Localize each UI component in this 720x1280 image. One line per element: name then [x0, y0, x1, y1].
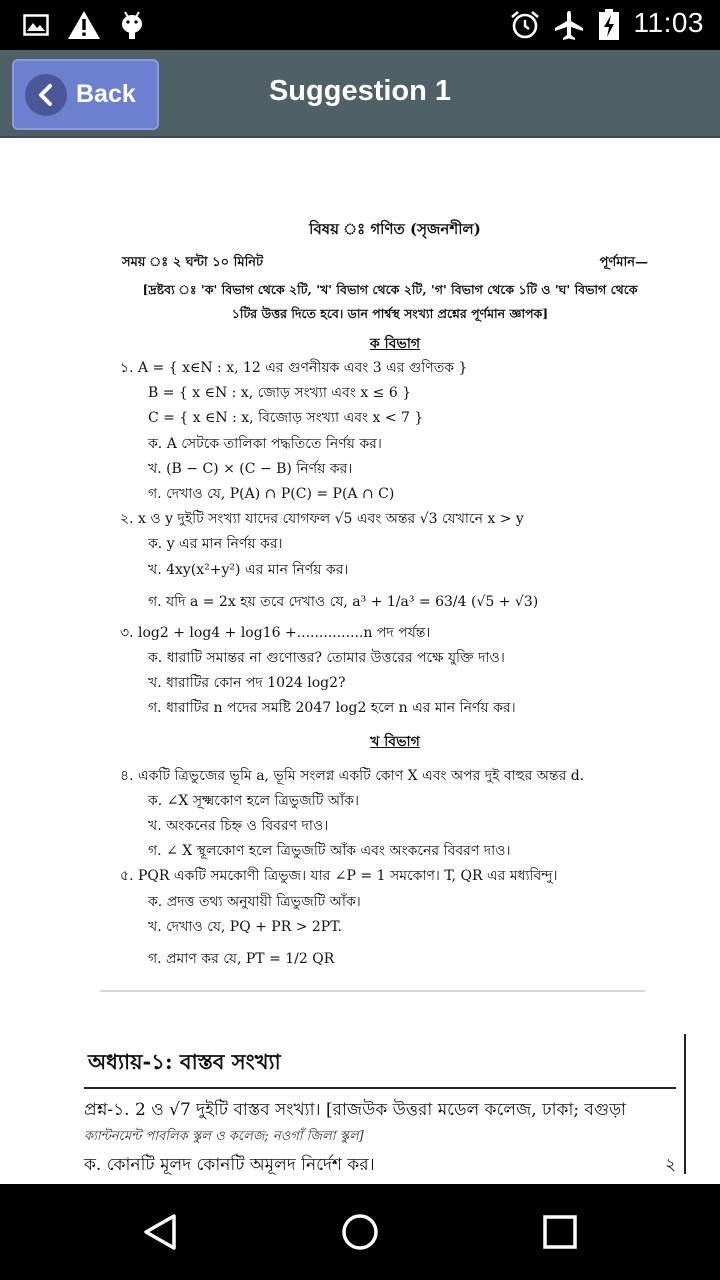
instructions [100, 278, 660, 326]
question-line: ২. x ও y দুইটি সংখ্যা যাদের যোগফল √5 এবং অন্তর √3 যেখানে x > y [120, 511, 524, 528]
question-part: গ. ∠ X স্থূলকোণ হলে ত্রিভুজটি আঁক এবং অংকনের বিবরণ দাও। [148, 843, 511, 860]
exam-meta [100, 253, 660, 274]
question-part: গ. দেখাও যে, P(A) ∩ P(C) = P(A ∩ C) [148, 486, 395, 503]
question-part: গ. ধারাটির n পদের সমষ্টি 2047 log2 হলে n এর মান নির্ণয় কর। [148, 700, 516, 717]
question-line: C = { x ∈N : x, বিজোড় সংখ্যা এবং x < 7 } [148, 410, 424, 427]
question-part: ক. ∠X সূক্ষ্মকোণ হলে ত্রিভুজটি আঁক। [148, 792, 359, 809]
home-circle-icon[interactable] [330, 1206, 390, 1258]
app-header [0, 50, 720, 138]
question-part: খ. অংকনের চিহ্ন ও বিবরণ দাও। [148, 818, 329, 835]
page-divider [100, 990, 645, 992]
question-part: খ. 4xy(x²+y²) এর মান নির্ণয় কর। [148, 561, 349, 578]
chapter-question-part [84, 1152, 688, 1180]
exam-time: সময় ঃ ২ ঘন্টা ১০ মিনিট [122, 255, 264, 270]
back-label: Back [76, 80, 136, 108]
status-bar [0, 0, 720, 50]
warning-icon [66, 8, 102, 42]
question-paper [100, 218, 660, 992]
instruction-line: ১টির উত্তর দিতে হবে। ডান পার্শ্বস্থ সংখ্যা প্রশ্নের পূর্ণমান জ্ঞাপক] [231, 306, 549, 321]
question-part: খ. দেখাও যে, PQ + PR > 2PT. [148, 918, 342, 935]
question-part: ক. A সেটকে তালিকা পদ্ধতিতে নির্ণয় কর। [148, 435, 382, 452]
chapter-section [84, 1046, 688, 1180]
chapter-title: অধ্যায়-১: বাস্তব সংখ্যা [88, 1049, 281, 1074]
image-icon [22, 8, 50, 42]
question-part: গ. যদি a = 2x হয় তবে দেখাও যে, a³ + 1/a³ = 63/4 (√5 + √3) [148, 593, 539, 610]
question-line: ৫. PQR একটি সমকোণী ত্রিভুজ। যার ∠P = 1 সমকোণ। T, QR এর মধ্যবিন্দু। [120, 868, 558, 885]
clock-time: 11:03 [633, 7, 704, 38]
chapter-rule [84, 1087, 676, 1089]
question-part: খ. ধারাটির কোন পদ 1024 log2? [148, 675, 346, 692]
suggestion-image-view[interactable] [0, 138, 720, 1184]
question-part: ক. y এর মান নির্ণয় কর। [148, 536, 283, 553]
question-part: খ. (B − C) × (C − B) নির্ণয় কর। [148, 460, 353, 477]
recents-square-icon[interactable] [530, 1206, 590, 1258]
question-line: ৪. একটি ত্রিভুজের ভূমি a, ভূমি সংলগ্ন একটি কোণ X এবং অপর দুই বাহুর অন্তর d. [120, 767, 585, 784]
chapter-question: প্রশ্ন-১. 2 ও √7 দুইটি বাস্তব সংখ্যা। [রাজউক উত্তরা মডেল কলেজ, ঢাকা; বগুড়া [84, 1100, 627, 1120]
question-line: ৩. log2 + log4 + log16 +...............n পদ পর্যন্ত। [120, 624, 431, 641]
chapter-mark: ২ [664, 1155, 676, 1175]
chapter-part-text: ক. কোনটি মূলদ কোনটি অমূলদ নির্দেশ কর। [84, 1155, 375, 1175]
android-icon [118, 8, 146, 42]
question-line: B = { x ∈N : x, জোড় সংখ্যা এবং x ≤ 6 } [148, 385, 412, 402]
instruction-line: [দ্রষ্টব্য ঃ 'ক' বিভাগ থেকে ২টি, 'খ' বিভাগ থেকে ২টি, 'গ' বিভাগ থেকে ১টি ও 'ঘ' বিভাগ থেকে [142, 282, 638, 297]
section-heading: ক বিভাগ [369, 336, 421, 352]
chapter-source: ক্যান্টনমেন্ট পাবলিক স্কুল ও কলেজ; নওগাঁ জিলা স্কুল] [84, 1129, 364, 1144]
full-marks: পূর্ণমান— [599, 255, 648, 270]
question-part: ক. ধারাটি সমান্তর না গুণোত্তর? তোমার উত্তরের পক্ষে যুক্তি দাও। [148, 650, 505, 667]
navigation-bar [0, 1184, 720, 1280]
vertical-rule [684, 1034, 686, 1174]
section-heading: খ বিভাগ [370, 733, 420, 750]
question-line: ১. A = { x∈N : x, 12 এর গুণনীয়ক এবং 3 এর গুণিতক } [120, 360, 468, 376]
question-part: গ. প্রমাণ কর যে, PT = 1/2 QR [148, 951, 335, 968]
back-triangle-icon[interactable] [130, 1206, 190, 1258]
battery-charging-icon [596, 8, 622, 42]
page-title: Suggestion 1 [268, 75, 452, 107]
airplane-icon [552, 8, 586, 42]
question-part: ক. প্রদত্ত তথ্য অনুযায়ী ত্রিভুজটি আঁক। [148, 893, 361, 910]
alarm-icon [508, 8, 542, 42]
subject-heading: বিষয় ঃ গণিত (সৃজনশীল) [309, 220, 481, 238]
